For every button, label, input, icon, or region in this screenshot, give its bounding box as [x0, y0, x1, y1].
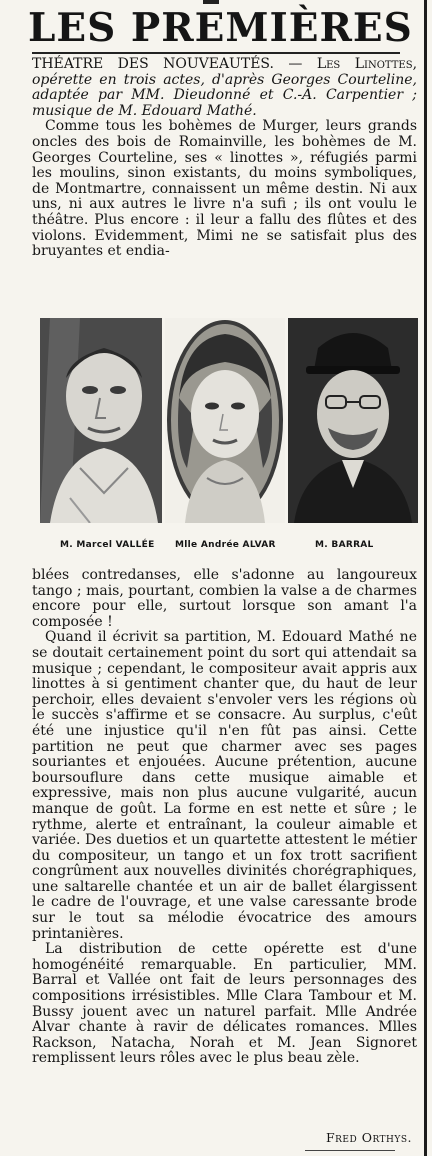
play-subtitle: opérette en trois actes, d'après Georges Courteline, adaptée par MM. Dieudonné et C.-A. Carpentier ; musique de M. Edouard Mathé.: [32, 71, 417, 119]
headline-rule: [32, 52, 400, 54]
article-column-bottom: [32, 568, 417, 1067]
caption-vallee: M. Marcel VALLÉE: [60, 540, 155, 550]
paragraph: La distribution de cette opérette est d'une homogénéité remarquable. En particulier, MM. Barral et Vallée ont fait de leurs personnages des compositions irrésistibles. Mlle Clara Tambour et M. Bussy jouent avec un naturel parfait. Mlle Andrée Alvar chante à ravir de délicates romances. Mlles Rackson, Natacha, Norah et M. Jean Signoret remplissent leurs rôles avec le plus beau zèle.: [32, 941, 417, 1067]
photo-marcel-vallee: [40, 318, 162, 523]
photo-barral: [288, 318, 418, 523]
column-rule: [424, 0, 427, 1156]
theatre-name: THÉATRE DES NOUVEAUTÉS.: [32, 56, 274, 72]
photo-strip: [40, 318, 418, 523]
author-signature: Fred Orthys.: [325, 1130, 412, 1145]
signature-rule: [305, 1150, 395, 1151]
photo-captions: [40, 540, 418, 554]
caption-alvar: Mlle Andrée ALVAR: [175, 540, 276, 550]
article-intro: [32, 57, 417, 119]
photo-andree-alvar: [165, 318, 285, 523]
paragraph: Quand il écrivit sa partition, M. Edouard Mathé ne se doutait certainement point du sort qui attendait sa musique ; cependant, le compositeur avait appris aux linottes à si gentiment chanter que, du haut de leur perchoir, elles devaient s'envoler vers les régions où le succès s'affirme et se consacre. Au surplus, c'eût été une injustice qu'il n'en fût pas ainsi. Cette partition ne peut que charmer avec ses pages souriantes et enjouées. Aucune prétention, aucune boursouflure dans cette musique aimable et expressive, mais non plus aucune vulgarité, aucun manque de goût. La forme en est nette et sûre ; le rythme, alerte et entraînant, la couleur aimable et variée. Des duetios et un quartette attestent le métier du compositeur, un tango et un fox trott sacrifient congrûment aux nouvelles divinités chorégraphiques, une saltarelle chantée et un air de ballet élargissent le cadre de l'ouvrage, et une valse caressante brode sur le tout sa mélodie évocatrice des amours printanières.: [32, 629, 417, 942]
caption-barral: M. BARRAL: [315, 540, 374, 550]
headline: LES PREMIÈRES: [28, 5, 413, 51]
article-column-top: [32, 57, 417, 260]
play-title: — Les Linottes,: [288, 56, 418, 72]
paragraph: blées contredanses, elle s'adonne au langoureux tango ; mais, pourtant, combien la valse a de charmes encore pour elle, surtout lorsque son amant l'a composée !: [32, 567, 417, 630]
paragraph: Comme tous les bohèmes de Murger, leurs grands oncles des bois de Romainville, les bohèmes de M. Georges Courteline, ses « linottes », réfugiés parmi les moulins, sinon existants, du moins symboliques, de Montmartre, connaissent un même destin. Ni aux uns, ni aux autres le livre n'a sufi ; ils ont voulu le théâtre. Plus encore : il leur a fallu des flûtes et des violons. Evidemment, Mimi ne se satisfait plus des bruyantes et endia-: [32, 118, 417, 260]
